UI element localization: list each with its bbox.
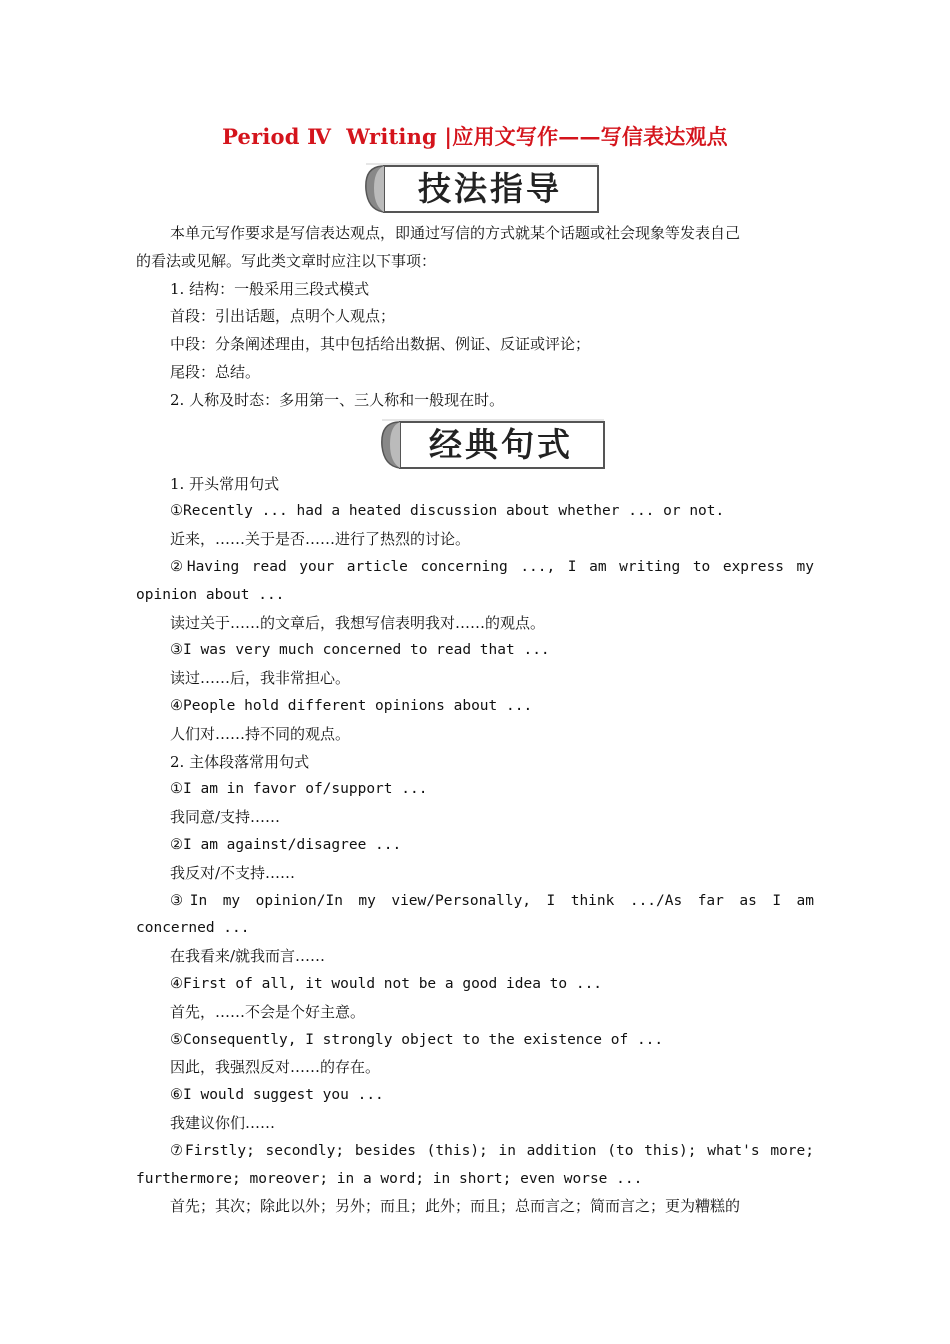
banner-skills-label: 技法指导 [418, 169, 562, 208]
pattern-chinese: 我反对/不支持…… [170, 863, 296, 882]
body-heading: 2. 主体段落常用句式 [170, 752, 310, 771]
pattern-english: ②Having read your article concerning ..., I am writing to express my [170, 558, 814, 575]
pattern-chinese: 读过关于……的文章后，我想写信表明我对……的观点。 [170, 613, 546, 632]
pattern-english: ⑦Firstly; secondly; besides (this); in addition (to this); what's more; [170, 1142, 814, 1159]
opening-heading: 1. 开头常用句式 [170, 474, 280, 493]
banner-patterns-label: 经典句式 [429, 425, 573, 464]
pattern-english: opinion about ... [136, 586, 285, 603]
pattern-english: ④First of all, it would not be a good idea to ... [170, 975, 603, 992]
person-tense-note: 2. 人称及时态：多用第一、三人称和一般现在时。 [170, 390, 505, 409]
document-body [136, 220, 814, 1221]
page-title: Period Ⅳ Writing |应用文写作——写信表达观点 [222, 124, 728, 149]
banner-skills [362, 160, 602, 216]
pattern-english: ②I am against/disagree ... [170, 836, 402, 853]
pattern-english: ①I am in favor of/support ... [170, 781, 428, 798]
pattern-chinese: 我建议你们…… [170, 1113, 276, 1132]
pattern-chinese: 读过……后，我非常担心。 [170, 669, 351, 688]
last-paragraph-note: 尾段：总结。 [170, 362, 261, 381]
pattern-english: ④People hold different opinions about ... [170, 697, 533, 714]
pattern-english: ③I was very much concerned to read that ... [170, 642, 550, 659]
pattern-english: furthermore; moreover; in a word; in short; even worse ... [136, 1170, 643, 1187]
pattern-english: ①Recently ... had a heated discussion about whether ... or not. [170, 503, 725, 520]
pattern-chinese: 首先；其次；除此以外；另外；而且；此外；而且；总而言之；简而言之；更为糟糕的 [170, 1197, 741, 1216]
middle-paragraph-note: 中段：分条阐述理由，其中包括给出数据、例证、反证或评论； [170, 335, 591, 354]
first-paragraph-note: 首段：引出话题，点明个人观点； [170, 307, 396, 326]
pattern-english: concerned ... [136, 920, 250, 937]
pattern-chinese: 首先，……不会是个好主意。 [170, 1002, 366, 1021]
pattern-chinese: 近来，……关于是否……进行了热烈的讨论。 [170, 530, 471, 549]
pattern-chinese: 在我看来/就我而言…… [170, 947, 326, 966]
pattern-chinese: 因此，我强烈反对……的存在。 [170, 1058, 381, 1077]
intro-paragraph-line: 本单元写作要求是写信表达观点，即通过写信的方式就某个话题或社会现象等发表自己 [170, 224, 741, 242]
pattern-chinese: 人们对……持不同的观点。 [170, 724, 351, 743]
banner-spacer [136, 415, 814, 471]
structure-heading: 1. 结构：一般采用三段式模式 [170, 279, 370, 298]
intro-paragraph-line: 的看法或见解。写此类文章时应注以下事项： [136, 251, 437, 270]
pattern-english: ⑤Consequently, I strongly object to the existence of ... [170, 1031, 664, 1048]
pattern-english: ⑥I would suggest you ... [170, 1087, 384, 1104]
pattern-english: ③In my opinion/In my view/Personally, I think .../As far as I am [170, 892, 814, 909]
pattern-chinese: 我同意/支持…… [170, 808, 281, 827]
